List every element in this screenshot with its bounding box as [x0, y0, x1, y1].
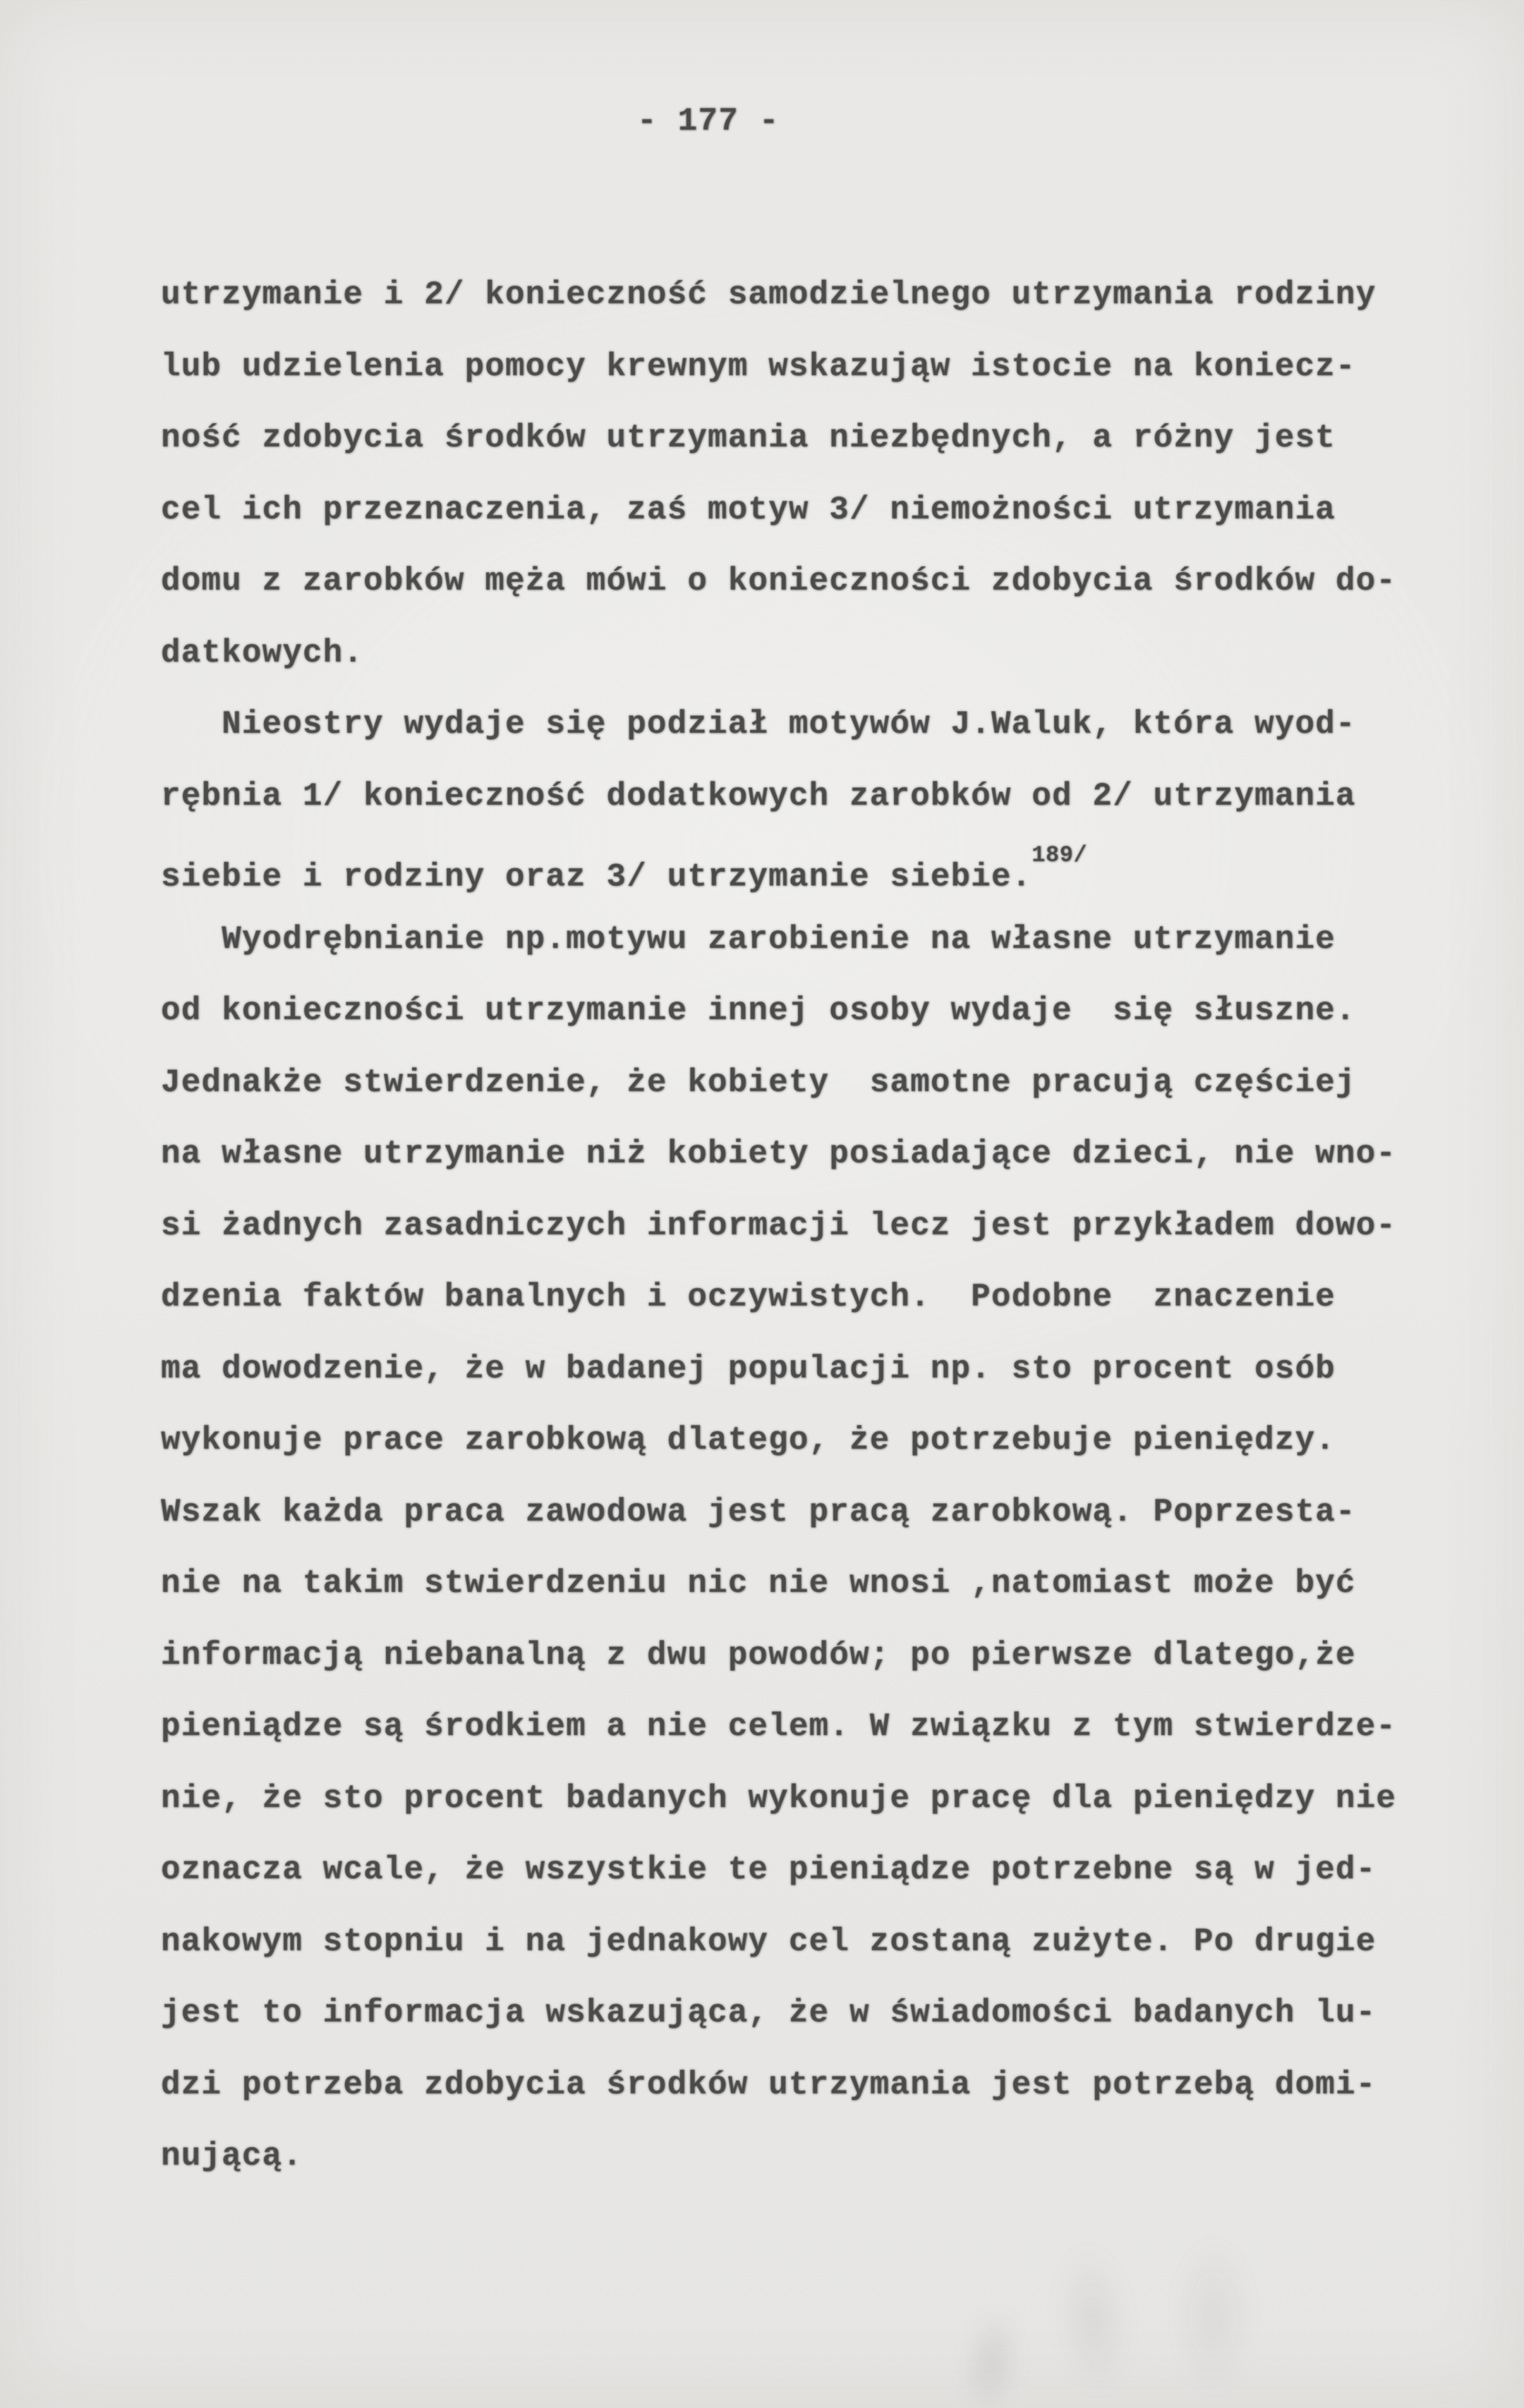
text-line: Wyodrębnianie np.motywu zarobienie na własne utrzymanie	[161, 920, 1336, 958]
text-line: pieniądze są środkiem a nie celem. W związku z tym stwierdze-	[161, 1708, 1396, 1745]
text-line: nującą.	[161, 2138, 303, 2175]
text-line: nie, że sto procent badanych wykonuje pracę dla pieniędzy nie	[161, 1780, 1396, 1817]
text-line: nakowym stopniu i na jednakowy cel zostaną zużyte. Po drugie	[161, 1923, 1377, 1960]
text-line: Wszak każda praca zawodowa jest pracą zarobkową. Poprzesta-	[161, 1493, 1356, 1531]
text-line: ma dowodzenie, że w badanej populacji np. sto procent osób	[161, 1350, 1336, 1387]
ink-smudge	[1047, 2239, 1140, 2402]
text-line: utrzymanie i 2/ konieczność samodzielnego utrzymania rodziny	[161, 276, 1377, 313]
text-line: ność zdobycia środków utrzymania niezbędnych, a różny jest	[161, 420, 1336, 456]
text-line: jest to informacja wskazująca, że w świadomości badanych lu-	[161, 1995, 1377, 2031]
text-line: informacją niebanalną z dwu powodów; po pierwsze dlatego,że	[161, 1636, 1356, 1674]
ink-smudge	[952, 2303, 1030, 2408]
text-line: siebie i rodziny oraz 3/ utrzymanie siebie.$^{189/}$	[161, 842, 1088, 896]
text-line: lub udzielenia pomocy krewnym wskazująw istocie na koniecz-	[161, 348, 1356, 385]
text-line: Nieostry wydaje się podział motywów J.Waluk, która wyod-	[161, 706, 1356, 743]
ink-smudge	[1171, 2236, 1256, 2398]
text-line: datkowych.	[161, 634, 364, 671]
text-line: Jednakże stwierdzenie, że kobiety samotne pracują częściej	[161, 1064, 1356, 1101]
text-block	[161, 260, 1452, 2193]
text-line: nie na takim stwierdzeniu nic nie wnosi ,natomiast może być	[161, 1565, 1356, 1602]
text-line: od konieczności utrzymanie innej osoby wydaje się słuszne.	[161, 992, 1356, 1029]
page-number: - 177 -	[637, 103, 780, 140]
text-line: dzi potrzeba zdobycia środków utrzymania jest potrzebą domi-	[161, 2066, 1377, 2103]
text-line: si żadnych zasadniczych informacji lecz jest przykładem dowo-	[161, 1207, 1396, 1244]
text-line: oznacza wcale, że wszystkie te pieniądze potrzebne są w jed-	[161, 1851, 1377, 1888]
text-line: wykonuje prace zarobkową dlatego, że potrzebuje pieniędzy.	[161, 1422, 1336, 1459]
text-line: dzenia faktów banalnych i oczywistych. Podobne znaczenie	[161, 1279, 1336, 1315]
text-line: rębnia 1/ konieczność dodatkowych zarobków od 2/ utrzymania	[161, 777, 1356, 815]
text-line: na własne utrzymanie niż kobiety posiadające dzieci, nie wno-	[161, 1136, 1396, 1172]
footnote-marker: 189/	[1032, 842, 1088, 869]
text-line: cel ich przeznaczenia, zaś motyw 3/ niemożności utrzymania	[161, 491, 1336, 528]
text-line: domu z zarobków męża mówi o konieczności zdobycia środków do-	[161, 563, 1396, 600]
